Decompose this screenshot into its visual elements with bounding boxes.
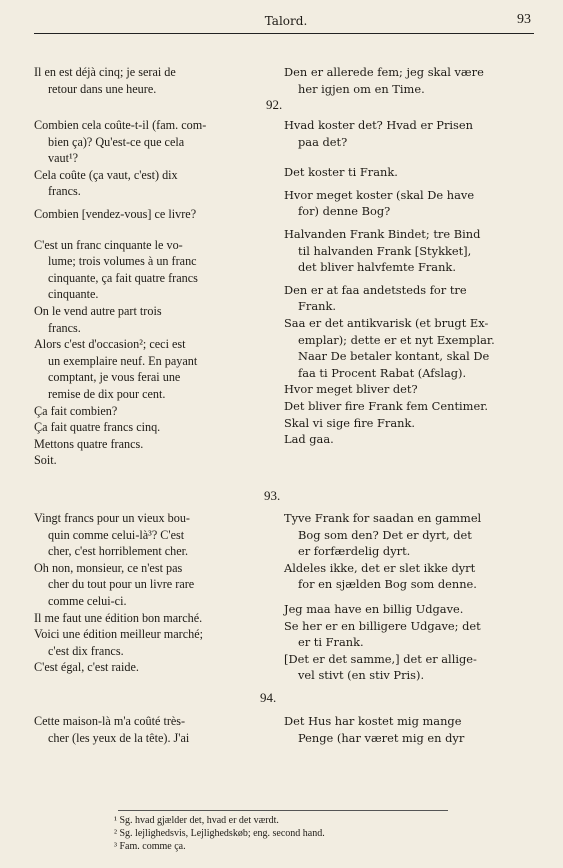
- footnote-3: ³ Fam. comme ça.: [114, 841, 186, 852]
- text-line: det bliver halvfemte Frank.: [298, 260, 456, 275]
- french-sentence: [34, 403, 274, 420]
- text-line: Tyve Frank for saadan en gammel: [284, 511, 482, 525]
- text-line: cher du tout pour un livre rare: [48, 577, 195, 592]
- footnote-rule: [118, 810, 448, 811]
- danish-sentence: [284, 381, 534, 398]
- text-line: Ça fait combien?: [34, 403, 118, 418]
- text-line: francs.: [48, 320, 81, 335]
- danish-sentence: [284, 618, 534, 651]
- text-line: comptant, je vous ferai une: [48, 370, 181, 385]
- text-line: Combien [vendez-vous] ce livre?: [34, 206, 197, 221]
- danish-sentence: [284, 398, 534, 415]
- danish-sentence: [284, 560, 534, 593]
- section-94-danish: [284, 713, 534, 746]
- text-line: Vingt francs pour un vieux bou-: [34, 511, 190, 525]
- text-line: c'est dix francs.: [48, 643, 124, 658]
- french-sentence: [34, 336, 274, 402]
- text-line: un exemplaire neuf. En payant: [48, 353, 198, 368]
- text-line: Skal vi sige fire Frank.: [284, 415, 416, 430]
- text-line: Cette maison-là m'a coûté très-: [34, 714, 186, 728]
- danish-sentence: [284, 415, 534, 432]
- text-line: Se her er en billigere Udgave; det: [284, 618, 481, 633]
- text-line: Naar De betaler kontant, skal De: [298, 349, 490, 364]
- french-sentence: [34, 659, 274, 676]
- danish-sentence: [284, 315, 534, 381]
- text-line: cinquante, ça fait quatre francs: [48, 270, 198, 285]
- text-line: comme celui-ci.: [48, 593, 127, 608]
- text-line: quin comme celui-là³? C'est: [48, 527, 185, 542]
- text-line: Penge (har været mig en dyr: [298, 730, 465, 745]
- french-sentence: [34, 610, 274, 627]
- text-line: Hvor meget bliver det?: [284, 382, 418, 397]
- section-intro-french: [34, 64, 274, 97]
- text-line: Il me faut une édition bon marché.: [34, 610, 203, 625]
- footnote-1: ¹ Sg. hvad gjælder det, hvad er det værdt.: [114, 815, 279, 826]
- danish-sentence: [284, 226, 534, 276]
- text-line: til halvanden Frank [Stykket],: [298, 243, 472, 258]
- text-line: cher, c'est horriblement cher.: [48, 544, 189, 559]
- section-number-92: 92.: [266, 97, 283, 112]
- french-sentence: [34, 560, 274, 610]
- section-number-94: 94.: [260, 690, 277, 705]
- text-line: C'est égal, c'est raide.: [34, 660, 139, 675]
- text-line: er forfærdelig dyrt.: [298, 544, 411, 559]
- text-line: Frank.: [298, 299, 336, 314]
- text-line: Det Hus har kostet mig mange: [284, 714, 462, 728]
- text-line: On le vend autre part trois: [34, 303, 162, 318]
- text-line: cher (les yeux de la tête). J'ai: [48, 730, 190, 745]
- danish-sentence: [284, 117, 534, 150]
- text-line: Cela coûte (ça vaut, c'est) dix: [34, 167, 178, 182]
- text-line: Det bliver fire Frank fem Centimer.: [284, 398, 489, 413]
- french-sentence: [34, 167, 274, 200]
- text-line: Lad gaa.: [284, 432, 334, 447]
- text-line: Den er allerede fem; jeg skal være: [284, 65, 484, 79]
- footnote-2: ² Sg. lejlighedsvis, Lejlighedskøb; eng. second hand.: [114, 828, 325, 839]
- text-line: bien ça)? Qu'est-ce que cela: [48, 134, 185, 149]
- french-sentence: [34, 64, 274, 97]
- text-line: Jeg maa have en billig Udgave.: [284, 601, 464, 616]
- french-sentence: [34, 303, 274, 336]
- running-title: Talord.: [264, 14, 308, 28]
- french-sentence: [34, 626, 274, 659]
- text-line: her igjen om en Time.: [298, 81, 425, 96]
- text-line: emplar); dette er et nyt Exemplar.: [298, 332, 495, 347]
- section-92-french: [34, 117, 274, 469]
- text-line: Halvanden Frank Bindet; tre Bind: [284, 226, 481, 241]
- danish-sentence: [284, 601, 534, 618]
- french-sentence: [34, 713, 274, 746]
- danish-sentence: [284, 187, 534, 220]
- text-line: Hvor meget koster (skal De have: [284, 187, 475, 202]
- text-line: er ti Frank.: [298, 635, 364, 650]
- text-line: Soit.: [34, 453, 57, 468]
- text-line: cinquante.: [48, 287, 99, 302]
- danish-sentence: [284, 64, 534, 97]
- text-line: vaut¹?: [48, 151, 79, 166]
- danish-sentence: [284, 282, 534, 315]
- text-line: Det koster ti Frank.: [284, 165, 398, 180]
- french-sentence: [34, 117, 274, 167]
- french-sentence: [34, 419, 274, 436]
- danish-sentence: [284, 651, 534, 684]
- text-line: Ça fait quatre francs cinq.: [34, 420, 161, 435]
- text-line: retour dans une heure.: [48, 81, 157, 96]
- header-rule: [34, 33, 534, 34]
- section-number-93: 93.: [264, 488, 281, 503]
- text-line: vel stivt (en stiv Pris).: [298, 668, 425, 683]
- text-line: Mettons quatre francs.: [34, 436, 144, 451]
- text-line: Il en est déjà cinq; je serai de: [34, 65, 176, 79]
- french-sentence: [34, 237, 274, 303]
- text-line: Voici une édition meilleur marché;: [34, 627, 203, 642]
- danish-sentence: [284, 164, 534, 181]
- section-92-danish: [284, 117, 534, 448]
- text-line: Saa er det antikvarisk (et brugt Ex-: [284, 315, 489, 330]
- section-93-french: [34, 510, 274, 676]
- section-intro-danish: [284, 64, 534, 97]
- text-line: Alors c'est d'occasion²; ceci est: [34, 337, 186, 352]
- text-line: C'est un franc cinquante le vo-: [34, 237, 183, 252]
- danish-sentence: [284, 713, 534, 746]
- text-line: paa det?: [298, 134, 348, 149]
- text-line: lume; trois volumes à un franc: [48, 254, 197, 269]
- text-line: faa ti Procent Rabat (Afslag).: [298, 365, 467, 380]
- page-number: 93: [517, 12, 531, 27]
- text-line: Combien cela coûte-t-il (fam. com-: [34, 118, 207, 132]
- text-line: remise de dix pour cent.: [48, 386, 166, 401]
- section-94-french: [34, 713, 274, 746]
- danish-sentence: [284, 510, 534, 560]
- section-93-danish: [284, 510, 534, 684]
- danish-sentence: [284, 431, 534, 448]
- french-sentence: [34, 452, 274, 469]
- text-line: Bog som den? Det er dyrt, det: [298, 527, 472, 542]
- text-line: Hvad koster det? Hvad er Prisen: [284, 118, 473, 132]
- french-sentence: [34, 206, 274, 223]
- text-line: [Det er det samme,] det er allige-: [284, 651, 477, 666]
- text-line: for en sjælden Bog som denne.: [298, 577, 477, 592]
- text-line: Aldeles ikke, det er slet ikke dyrt: [284, 560, 476, 575]
- text-line: for) denne Bog?: [298, 204, 391, 219]
- text-line: francs.: [48, 184, 81, 199]
- french-sentence: [34, 510, 274, 560]
- text-line: Oh non, monsieur, ce n'est pas: [34, 560, 183, 575]
- text-line: Den er at faa andetsteds for tre: [284, 282, 467, 297]
- french-sentence: [34, 436, 274, 453]
